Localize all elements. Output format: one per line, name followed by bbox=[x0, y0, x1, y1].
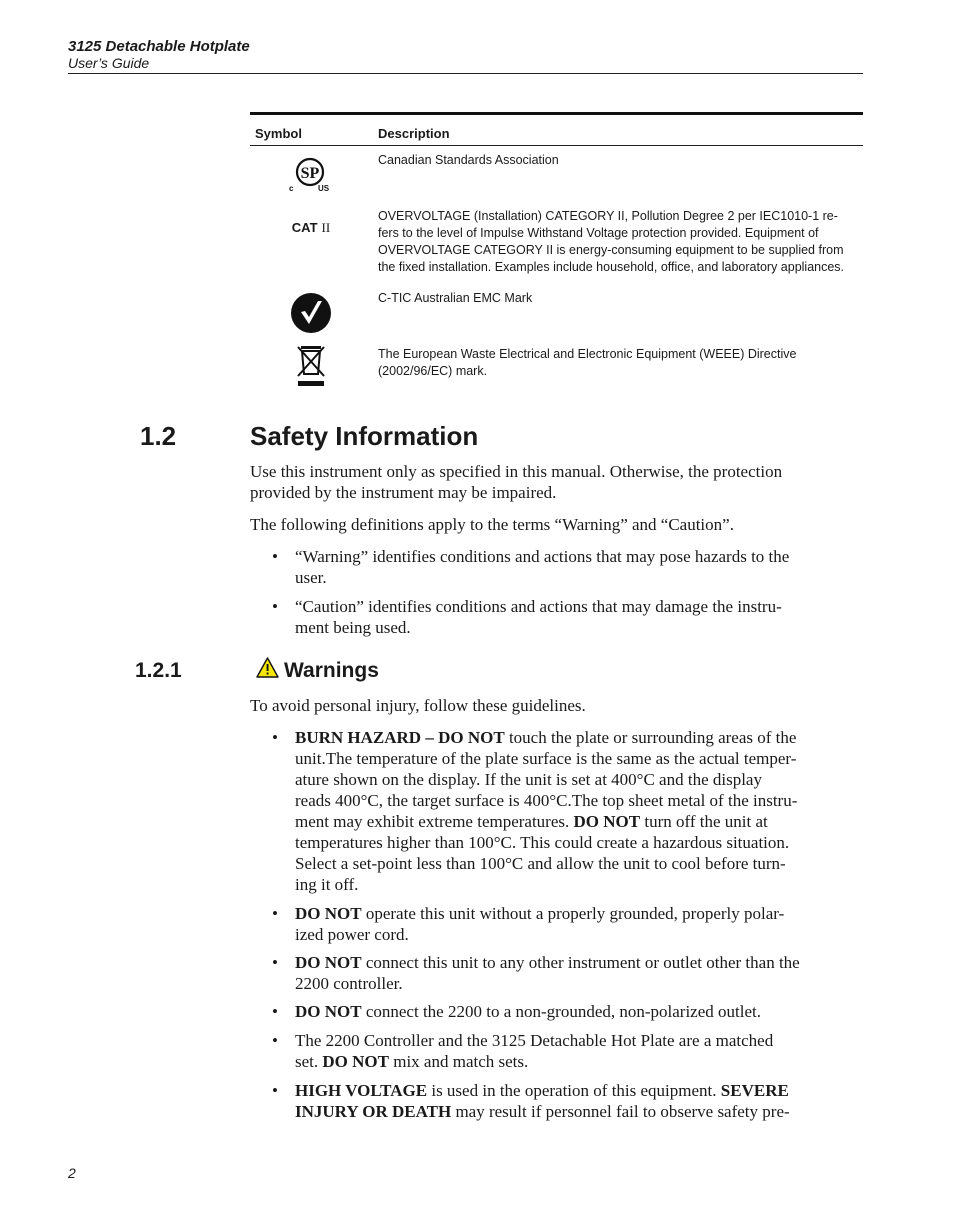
text-run: mix and match sets. bbox=[388, 1052, 529, 1071]
desc-line: fers to the level of Impulse Withstand Voltage protection provided. Equipment of bbox=[378, 226, 819, 240]
list-item bbox=[295, 546, 860, 588]
running-header bbox=[68, 38, 863, 71]
bullet-marker: • bbox=[272, 1031, 278, 1050]
cat-numeral: II bbox=[321, 220, 331, 235]
warning-triangle-icon bbox=[256, 657, 279, 683]
text-line bbox=[295, 903, 860, 924]
text-line: ing it off. bbox=[295, 875, 359, 894]
table-header bbox=[250, 115, 863, 145]
row-description bbox=[378, 346, 860, 380]
text-line bbox=[295, 1080, 860, 1101]
desc-line: Canadian Standards Association bbox=[378, 153, 559, 167]
text-run: connect this unit to any other instrument or outlet other than the bbox=[361, 953, 800, 972]
list-item bbox=[295, 596, 860, 638]
document-title: 3125 Detachable Hotplate bbox=[68, 38, 250, 55]
paragraph: The following definitions apply to the terms “Warning” and “Caution”. bbox=[250, 515, 734, 534]
list-item bbox=[295, 727, 860, 895]
text-run: touch the plate or surrounding areas of the bbox=[504, 728, 797, 747]
list-item bbox=[295, 903, 860, 945]
text-line bbox=[295, 1051, 860, 1072]
text-line: ized power cord. bbox=[295, 925, 409, 944]
bullet-marker: • bbox=[272, 904, 278, 923]
list-item bbox=[295, 1080, 860, 1122]
text-run: set. bbox=[295, 1052, 323, 1071]
text-line: “Warning” identifies conditions and actions that may pose hazards to the bbox=[295, 547, 790, 566]
text-line: temperatures higher than 100°C. This could create a hazardous situation. bbox=[295, 833, 790, 852]
bold-text: HIGH VOLTAGE bbox=[295, 1081, 428, 1100]
paragraph bbox=[250, 461, 860, 503]
row-description bbox=[378, 208, 860, 276]
subsection-number: 1.2.1 bbox=[135, 659, 182, 682]
list-item bbox=[295, 1001, 860, 1022]
bold-text: DO NOT bbox=[322, 1052, 389, 1071]
text-line: The 2200 Controller and the 3125 Detachable Hot Plate are a matched bbox=[295, 1031, 774, 1050]
text-line: unit.The temperature of the plate surface is the same as the actual temper- bbox=[295, 749, 797, 768]
document-subtitle: User’s Guide bbox=[68, 55, 150, 71]
bullet-marker: • bbox=[272, 547, 278, 566]
bold-text: DO NOT bbox=[295, 1002, 362, 1021]
row-description bbox=[378, 290, 860, 307]
table-header-rule bbox=[250, 145, 863, 146]
section-title: Safety Information bbox=[250, 421, 479, 451]
text-line: reads 400°C, the target surface is 400°C.The top sheet metal of the instru- bbox=[295, 791, 798, 810]
text-line: Select a set-point less than 100°C and allow the unit to cool before turn- bbox=[295, 854, 786, 873]
desc-line: the fixed installation. Examples include household, office, and laboratory appliances. bbox=[378, 260, 845, 274]
text-line: provided by the instrument may be impaired. bbox=[250, 483, 557, 502]
cat-label: CAT bbox=[291, 220, 318, 235]
text-line bbox=[295, 727, 860, 748]
text-line: 2200 controller. bbox=[295, 974, 403, 993]
section-number: 1.2 bbox=[140, 421, 177, 451]
bullet-marker: • bbox=[272, 1002, 278, 1021]
column-header-description: Description bbox=[378, 126, 450, 141]
text-line bbox=[295, 811, 860, 832]
text-line: Use this instrument only as specified in this manual. Otherwise, the protection bbox=[250, 462, 783, 481]
desc-line: (2002/96/EC) mark. bbox=[378, 364, 488, 378]
bold-text: DO NOT bbox=[573, 812, 641, 831]
weee-bin-icon bbox=[250, 342, 372, 388]
cat-ii-icon bbox=[250, 220, 372, 236]
desc-line: C-TIC Australian EMC Mark bbox=[378, 291, 533, 305]
text-run: connect the 2200 to a non-grounded, non-polarized outlet. bbox=[361, 1002, 761, 1021]
header-rule bbox=[68, 73, 863, 74]
bullet-marker: • bbox=[272, 1081, 278, 1100]
text-line: ment being used. bbox=[295, 618, 411, 637]
text-line: “Caution” identifies conditions and actions that may damage the instru- bbox=[295, 597, 782, 616]
text-run: ment may exhibit extreme temperatures. bbox=[295, 812, 574, 831]
desc-line: The European Waste Electrical and Electronic Equipment (WEEE) Directive bbox=[378, 347, 797, 361]
text-run: is used in the operation of this equipment. bbox=[427, 1081, 721, 1100]
row-description bbox=[378, 152, 860, 169]
bullet-marker: • bbox=[272, 953, 278, 972]
bold-text: INJURY OR DEATH bbox=[295, 1102, 452, 1121]
svg-text:c: c bbox=[289, 184, 294, 193]
list-item bbox=[295, 1030, 860, 1072]
text-line bbox=[295, 1001, 860, 1022]
bold-text: SEVERE bbox=[720, 1081, 789, 1100]
page-number: 2 bbox=[68, 1165, 76, 1181]
text-line: user. bbox=[295, 568, 327, 587]
svg-text:SP: SP bbox=[300, 165, 320, 182]
subsection-title: Warnings bbox=[284, 659, 379, 682]
desc-line: OVERVOLTAGE CATEGORY II is energy-consuming equipment to be supplied from bbox=[378, 243, 844, 257]
bold-text: DO NOT bbox=[295, 904, 362, 923]
desc-line: OVERVOLTAGE (Installation) CATEGORY II, Pollution Degree 2 per IEC1010-1 re- bbox=[378, 209, 838, 223]
csa-mark-icon bbox=[250, 154, 372, 194]
bullet-marker: • bbox=[272, 728, 278, 747]
text-line bbox=[295, 952, 860, 973]
text-line: ature shown on the display. If the unit is set at 400°C and the display bbox=[295, 770, 762, 789]
text-run: operate this unit without a properly grounded, properly polar- bbox=[361, 904, 785, 923]
column-header-symbol: Symbol bbox=[255, 126, 302, 141]
text-run: may result if personnel fail to observe safety pre- bbox=[451, 1102, 790, 1121]
bold-text: DO NOT bbox=[295, 953, 362, 972]
paragraph: To avoid personal injury, follow these guidelines. bbox=[250, 696, 586, 715]
symbol-table bbox=[250, 112, 863, 378]
svg-text:US: US bbox=[318, 184, 330, 193]
bold-text: BURN HAZARD – DO NOT bbox=[295, 728, 505, 747]
list-item bbox=[295, 952, 860, 994]
text-run: turn off the unit at bbox=[640, 812, 768, 831]
c-tick-mark-icon bbox=[250, 292, 372, 334]
text-line bbox=[295, 1101, 860, 1122]
bullet-marker: • bbox=[272, 597, 278, 616]
